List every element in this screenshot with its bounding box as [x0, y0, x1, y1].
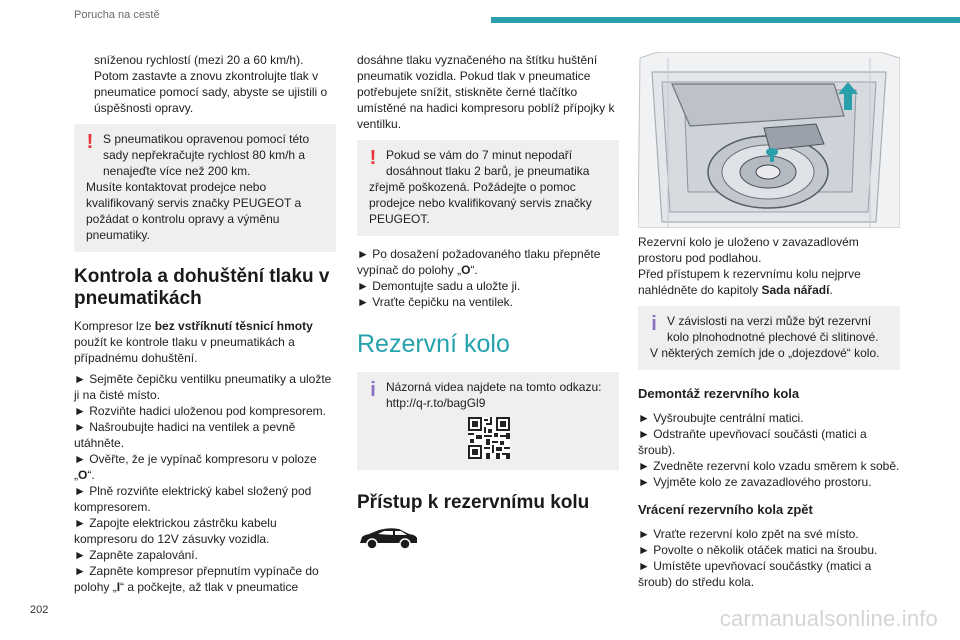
step-item: ► Plně rozviňte elektrický kabel složený pod kompresorem. [74, 484, 312, 514]
chapter-title: Rezervní kolo [357, 330, 510, 358]
paragraph: Rezervní kolo je uloženo v zavazadlovém prostoru pod podlahou. [638, 235, 859, 265]
info-icon: i [651, 313, 657, 335]
continued-paragraph: dosáhne tlaku vyznačeného na štítku huštění pneumatik vozidla. Pokud tlak v pneumatice potřebujete snížit, stiskněte černé tlačítko umístěné na hadici kompresoru poblíž přípojky k ventilku. [357, 53, 615, 131]
step-bold: O [78, 468, 88, 482]
step-item: ► Vraťte čepičku na ventilek. [357, 295, 514, 309]
step-text-end: “. [87, 468, 95, 482]
step-text-end: “. [470, 263, 478, 277]
step-item [74, 451, 336, 483]
watermark: carmanualsonline.info [719, 606, 938, 631]
intro-text: Kompresor lze [74, 319, 155, 333]
step-bold: I [116, 580, 121, 594]
warning-rest: zřejmě poškozená. Požádejte o pomoc prodejce nebo kvalifikovaný servis značky PEUGEOT. [369, 180, 592, 226]
paragraph-text: Před přístupem k rezervnímu kolu nejprve nahlédněte do kapitoly [638, 267, 861, 297]
paragraph-text-end: . [829, 283, 833, 297]
header-accent-bar [491, 17, 960, 23]
running-header: Porucha na cestě [74, 9, 160, 21]
step-item: ► Vyjměte kolo ze zavazadlového prostoru. [638, 475, 872, 489]
continued-paragraph: sníženou rychlostí (mezi 20 a 60 km/h). Potom zastavte a znovu zkontrolujte tlak v pneumatice pomocí sady, abyste se ujistili o úspěšnosti opravy. [94, 53, 328, 115]
info-note [638, 306, 900, 370]
info-note [357, 372, 619, 470]
step-item: ► Našroubujte hadici na ventilek a pevně utáhněte. [74, 420, 296, 450]
qr-code-icon[interactable] [468, 417, 510, 459]
step-text: ► Po dosažení požadovaného tlaku přepněte vypínač do polohy „ [357, 247, 601, 277]
step-item: ► Zapněte zapalování. [74, 548, 198, 562]
warning-icon: ! [86, 131, 94, 153]
spare-wheel-illustration [638, 52, 900, 228]
paragraph [638, 266, 900, 298]
info-lead: Názorná videa najdete na tomto odkazu: [386, 380, 602, 394]
column-3 [638, 52, 900, 590]
warning-lead: S pneumatikou opravenou pomocí této sady nepřekračujte rychlost 80 km/h a nenajeďte více než 200 km. [103, 132, 310, 178]
intro-bold: bez vstříknutí těsnicí hmoty [154, 319, 313, 333]
step-item: ► Umístěte upevňovací součástky (matici a šroub) do středu kola. [638, 559, 872, 589]
intro-paragraph [74, 318, 336, 366]
info-rest: V některých zemích jde o „dojezdové“ kolo. [650, 346, 880, 360]
column-1 [74, 52, 336, 595]
step-item: ► Vyšroubujte centrální matici. [638, 411, 804, 425]
step-text: ► Zapněte kompresor přepnutím vypínače do polohy „ [74, 564, 319, 594]
page-number: 202 [30, 604, 49, 616]
warning-note [357, 140, 619, 236]
chapter-reference: Sada nářadí [761, 283, 830, 297]
step-item: ► Zvedněte rezervní kolo vzadu směrem k sobě. [638, 459, 900, 473]
step-item: ► Vraťte rezervní kolo zpět na své místo. [638, 527, 859, 541]
warning-lead: Pokud se vám do 7 minut nepodaří dosáhnout tlaku 2 barů, je pneumatika [386, 148, 590, 178]
column-2 [357, 52, 619, 550]
section-title: Kontrola a dohuštění tlaku v pneumatikách [74, 266, 330, 309]
warning-icon: ! [369, 147, 377, 169]
subheading-return: Vrácení rezervního kola zpět [638, 502, 813, 517]
suv-car-icon [357, 526, 419, 550]
subsection-title: Přístup k rezervnímu kolu [357, 492, 590, 513]
step-item: ► Odstraňte upevňovací součásti (matici a šroub). [638, 427, 867, 457]
video-link[interactable]: http://q-r.to/bagGl9 [386, 396, 486, 410]
step-item: ► Povolte o několik otáček matici na šroubu. [638, 543, 878, 557]
step-text-end: “ a počkejte, až tlak v pneumatice [120, 580, 299, 594]
step-item: ► Demontujte sadu a uložte ji. [357, 279, 521, 293]
step-item [74, 563, 336, 595]
step-item [357, 246, 619, 278]
warning-note [74, 124, 336, 252]
subheading-remove: Demontáž rezervního kola [638, 386, 800, 401]
step-text: ► Ověřte, že je vypínač kompresoru v poloze „ [74, 452, 317, 482]
step-item: ► Rozviňte hadici uloženou pod kompresorem. [74, 404, 327, 418]
info-icon: i [370, 379, 376, 401]
step-item: ► Zapojte elektrickou zástrčku kabelu kompresoru do 12V zásuvky vozidla. [74, 516, 277, 546]
step-item: ► Sejměte čepičku ventilku pneumatiky a uložte ji na čisté místo. [74, 372, 332, 402]
step-bold: O [461, 263, 471, 277]
info-lead: V závislosti na verzi může být rezervní kolo plnohodnotné plechové či slitinové. [667, 314, 879, 344]
intro-text-end: použít ke kontrole tlaku v pneumatikách a případnému dohuštění. [74, 335, 295, 365]
step-list [74, 371, 336, 595]
warning-rest: Musíte kontaktovat prodejce nebo kvalifikovaný servis značky PEUGEOT a požádat o kontrolu opravy a výměnu pneumatiky. [86, 180, 302, 242]
